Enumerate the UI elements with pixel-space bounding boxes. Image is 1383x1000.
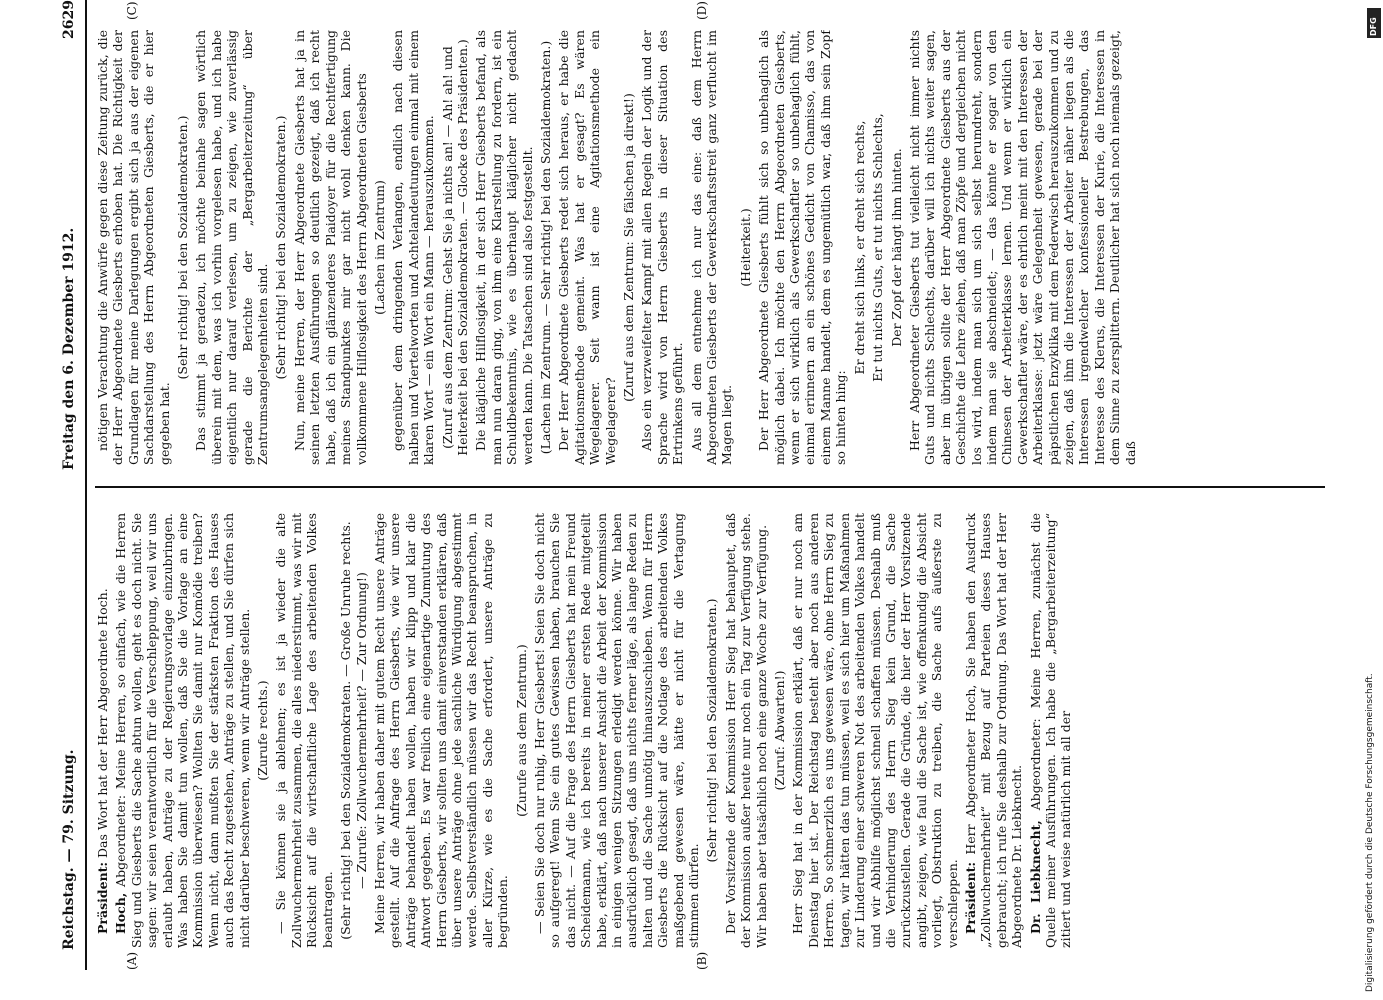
interjection-text: (Heiterkeit.) <box>737 208 753 287</box>
speaker-name: Präsident: <box>962 861 978 934</box>
paragraph <box>532 513 701 948</box>
speaker-name: Hoch, <box>113 892 129 934</box>
column-mark-a: (A) <box>125 951 139 970</box>
paragraph <box>1028 513 1074 948</box>
interjection-text: (Sehr richtig! bei den Sozialdemokraten.) <box>273 115 289 380</box>
interjection <box>273 30 288 465</box>
rotated-page <box>55 0 1335 970</box>
page-number: 2629 <box>61 0 77 39</box>
paragraph-text: Das stimmt ja geradezu, ich möchte beinahe sagen wörtlich überein mit dem, was ich vorhin vorgelesen habe, und ich habe eigentlich nur darauf verlesen, um zu zeigen, wie zuverlässig gerade die Berichte der „Bergarbeiterzeitung“ über Zentrumsangelegenheiten sind. <box>193 30 271 465</box>
paragraph-text: Der Vorsitzende der Kommission Herr Sieg hat behauptet, daß der Kommission außer heute nur noch ein Tag zur Verfügung stehe. Wir haben aber tatsächlich noch eine ganze Woche zur Verfügung. <box>722 513 769 948</box>
paragraph <box>390 30 436 465</box>
paragraph-text: Also ein verzweifelter Kampf mit allen Regeln der Logik und der Sprache wird von Herrn Giesberts in dieser Situation des Ertrinkens geführt. <box>639 30 686 465</box>
page-header <box>55 0 87 970</box>
interjection <box>514 513 529 948</box>
interjection <box>889 30 904 465</box>
speaker-name: Dr. Liebknecht, <box>1027 820 1043 934</box>
paragraph-text: Die klägliche Hilflosigkeit, in der sich Herr Giesberts befand, als man nun daran ging, von ihm eine Klarstellung zu fordern, ist ein Schuldbekenntnis, wie es überhaupt kläglicher nicht gedacht werden kann. Die Tatsachen sind also festgestellt. <box>473 30 535 465</box>
interjection-text: (Sehr richtig! bei den Sozialdemokraten.) <box>704 598 720 863</box>
interjection <box>538 30 553 465</box>
interjection <box>852 30 867 465</box>
paragraph-text: Das Wort hat der Herr Abgeordnete Hoch. <box>95 588 110 862</box>
paragraph-text: Der Herr Abgeordnete Giesberts redet sich heraus, er habe die Agitationsmethode gemeint. Was hat er gesagt? Es wären Wegelagerer. Seit wann ist eine Agitationsmethode ein Wegelagerer? <box>556 30 618 465</box>
paragraph-text: — Sie können sie ja ablehnen; es ist ja wieder die alte Zollwuchermehrheit zusammen, die alles niederstimmt, was wir mit Rücksicht auf die wirtschaftliche Lage des arbeitenden Volkes beantragen. <box>273 513 335 948</box>
paragraph <box>556 30 618 465</box>
dfg-logo <box>1367 8 1381 38</box>
column-mark-c: (C) <box>125 1 139 20</box>
paragraph-text: Herr Abgeordneter Giesberts tut vielleicht nicht immer nichts Guts und nichts Schlechts, darüber will ich nichts weiter sagen, aber im übrigen sollte der Herr Abgeordnete Giesberts aus der Geschichte die Lehre ziehen, daß man Zöpfe und dergleichen nicht los wird, indem man sich um sich selbst herumdreht, sondern indem man sie abschneidet; — das könnte er sogar von den Chinesen der Arbeiterklasse lernen. Und wenn er wirklich ein Gewerkschaftler wäre, der es ehrlich meint mit den Interessen der Arbeiterklasse: jetzt wäre Gelegenheit gewesen, gerade bei der päpstlichen Enzyklika mit dem Federwisch herauszukommen und zu zeigen, daß ihm die Interessen der Arbeiter näher liegen als die Interessen irgendwelcher konfessioneller Bestrebungen, das Interesse des Klerus, die Interessen der Kurie, die Interessen in dem Sinne zu zersplittern. Deutlicher hat sich noch niemals gezeigt, daß <box>906 30 1138 465</box>
paragraph <box>756 30 848 465</box>
paragraph <box>473 30 535 465</box>
dfg-logo-text: DFG <box>1369 17 1378 36</box>
digitization-note <box>1365 8 1379 992</box>
interjection-text: (Lachen im Zentrum. — Sehr richtig! bei den Sozialdemokraten.) <box>537 40 553 455</box>
paragraph <box>907 30 1138 465</box>
paragraph-text: — Seien Sie doch nur ruhig, Herr Giesberts! Seien Sie doch nicht so aufgeregt! Wenn Sie ein gutes Gewissen haben, brauchen Sie das nicht. — Auf die Frage des Herrn Giesberts hat mein Freund Scheidemann, wie ich bereits in meiner ersten Rede mitgeteilt habe, erklärt, daß nach unserer Ansicht die Arbeit der Kommission in einigen wenigen Sitzungen erledigt werden könne. Wir haben ausdrücklich gesagt, daß uns nichts ferner läge, als lange Reden zu halten und die Sache unnötig hinauszuschieben. Wenn für Herrn Giesberts die Rücksicht auf die Notlage des arbeitenden Volkes maßgebend gewesen wäre, hätte er nicht für die Vertagung stimmen dürfen. <box>531 513 702 948</box>
right-column <box>95 30 1325 465</box>
left-column <box>95 513 1325 948</box>
interjection <box>704 513 719 948</box>
interjection-text: (Sehr richtig! bei den Sozialdemokraten.) <box>175 115 191 380</box>
paragraph <box>273 513 335 948</box>
header-date: Freitag den 6. Dezember 1912. <box>61 227 77 470</box>
interjection-text: (Sehr richtig! bei den Sozialdemokraten. — Große Unruhe rechts. — Zurufe: Zollwuchermehrheit? — Zur Ordnung!) <box>338 521 369 940</box>
paragraph <box>95 30 172 465</box>
interjection <box>738 30 753 465</box>
interjection-text: (Zuruf aus dem Zentrum: Sie fälschen ja direkt!) <box>621 93 636 402</box>
paragraph-text: nötigen Verachtung die Anwürfe gegen diese Zeitung zurück, die der Herr Abgeordnete Giesberts erhoben hat. Die Richtigkeit der Grundlagen für meine Darlegungen ergibt sich ja aus der eigenen Sachdarstellung des Herrn Abgeordneten Giesberts, die er hier gegeben hat. <box>95 30 172 465</box>
paragraph <box>193 30 270 465</box>
digitization-note-text: Digitalisierung gefördert durch die Deutsche Forschungsgemeinschaft. <box>1365 673 1375 992</box>
speaker-name: Präsident: <box>95 861 110 934</box>
interjection-text: (Lachen im Zentrum) <box>371 180 387 315</box>
interjection <box>372 30 387 465</box>
interjection <box>440 30 471 465</box>
paragraph-text: Abgeordneter: Meine Herren, zunächst die Quelle meiner Ausführungen. Ich habe die „Bergarbeiterzeitung“ zitiert und weise natürlich mit all der <box>1027 513 1074 948</box>
paragraph-text: Herr Sieg hat in der Kommission erklärt, daß er nur noch am Dienstag hier ist. Der Reichstag besteht aber noch aus anderen Herren. So schmerzlich es uns gewesen wäre, ohne Herrn Sieg zu tagen, wir hätten das tun müssen, weil es sich hier um Maßnahmen zur Linderung einer schweren Not des arbeitenden Volkes handelt und wir Abhilfe möglichst schnell schaffen müssen. Deshalb muß die Verhinderung des Herrn Sieg kein Grund, die Sache zurückzustellen. Gerade die Gründe, die hier der Herr Vorsitzende angibt, zeigen, wie faul die Sache ist, wie offenkundig die Absicht vorliegt, Obstruktion zu treiben, die Sache aufs äußerste zu verschleppen. <box>790 513 960 948</box>
paragraph <box>372 513 511 948</box>
paragraph-text: Abgeordneter: Meine Herren, so einfach, wie die Herren Sieg und Giesberts die Sache abtun wollen, geht es doch nicht. Sie sagen: wir seien verantwortlich für die Verschleppung, weil wir uns erlaubt haben, Anträge zu der Regierungsvorlage einzubringen. Was haben Sie damit tun wollen, daß Sie die Vorlage an eine Kommission überwiesen? Wollten Sie damit nur Komödie treiben? Wenn nicht, dann mußten Sie der stärksten Fraktion des Hauses auch das Recht zugestehen, Anträge zu stellen, und Sie dürfen sich nicht darüber beschweren, wenn wir Anträge stellen. <box>113 513 252 948</box>
interjection <box>870 30 885 465</box>
paragraph-text: gegenüber dem dringenden Verlangen, endlich nach diesen halben und Viertelworten und Achtelandeutungen einmal mit einem klaren Wort — ein Wort ein Mann — herauszukommen. <box>390 30 437 465</box>
interjection-text: Er tut nichts Guts, er tut nichts Schlechts, <box>870 113 886 382</box>
interjection-text: (Zurufe rechts.) <box>255 680 271 781</box>
interjection-text: (Zuruf aus dem Zentrum: Gehst Sie ja nichts an! — Ah! ah! und Heiterkeit bei den Sozialdemokraten. — Glocke des Präsidenten.) <box>439 39 470 456</box>
interjection <box>255 513 270 948</box>
paragraph <box>790 513 959 948</box>
paragraph <box>292 30 369 465</box>
column-mark-d: (D) <box>695 1 709 20</box>
column-mark-b: (B) <box>695 951 709 970</box>
paragraph-text: Herr Abgeordneter Hoch, Sie haben den Ausdruck „Zollwuchermehrheit“ mit Bezug auf Parteien dieses Hauses gebraucht; ich rufe Sie deshalb zur Ordnung. Das Wort hat der Herr Abgeordnete Dr. Liebknecht. <box>962 513 1025 948</box>
paragraph-text: Der Herr Abgeordnete Giesberts fühlt sich so unbehaglich als möglich dabei. Ich möchte den Herrn Abgeordneten Giesberts, wenn er sich wirklich als Gewerkschaftler so unbehaglich fühlt, einmal erinnern an ein schönes Gedicht von Chamisso, das von einem Manne handelt, dem es ungemütlich war, daß ihm sein Zopf so hinten hing: <box>756 30 849 465</box>
interjection <box>338 513 369 948</box>
interjection <box>175 30 190 465</box>
interjection-text: Er dreht sich links, er dreht sich rechts, <box>851 120 867 375</box>
interjection <box>621 30 636 465</box>
interjection-text: (Zuruf: Abwarten!) <box>772 670 788 791</box>
interjection <box>772 513 787 948</box>
paragraph <box>639 30 685 465</box>
paragraph <box>723 513 769 948</box>
interjection-text: Der Zopf der hängt ihm hinten. <box>888 148 904 347</box>
paragraph-text: Aus all dem entnehme ich nur das eine: daß dem Herrn Abgeordneten Giesberts der Gewerkschaftsstreit ganz verflucht im Magen liegt. <box>688 30 735 465</box>
column-divider <box>95 486 1325 488</box>
paragraph <box>95 513 110 948</box>
paragraph <box>113 513 252 948</box>
paragraph <box>689 30 735 465</box>
header-session: Reichstag. — 79. Sitzung. <box>61 749 77 950</box>
paragraph-text: Meine Herren, wir haben daher mit gutem Recht unsere Anträge gestellt. Auf die Anfrage des Herrn Giesberts, wie wir unsere Anträge behandelt haben wollen, haben wir klipp und klar die Antwort gegeben. Es war freilich eine eigenartige Zumutung des Herrn Giesberts, wir sollten uns damit einverstanden erklären, daß über unsere Anträge ohne jede sachliche Würdigung abgestimmt werde. Selbstverständlich müssen wir das Recht beanspruchen, in aller Kürze, wie es die Sache erfordert, unsere Anträge zu begründen. <box>371 513 511 948</box>
paragraph <box>963 513 1025 948</box>
interjection-text: (Zurufe aus dem Zentrum.) <box>513 644 529 817</box>
paragraph-text: Nun, meine Herren, der Herr Abgeordnete Giesberts hat ja in seinen letzten Ausführungen so deutlich gezeigt, daß ich recht habe, daß ich ein glänzenderes Plaidoyer für die Rechtfertigung meines Standpunktes mir gar nicht wohl denken kann. Die vollkommene Hilflosigkeit des Herrn Abgeordneten Giesberts <box>291 30 369 465</box>
